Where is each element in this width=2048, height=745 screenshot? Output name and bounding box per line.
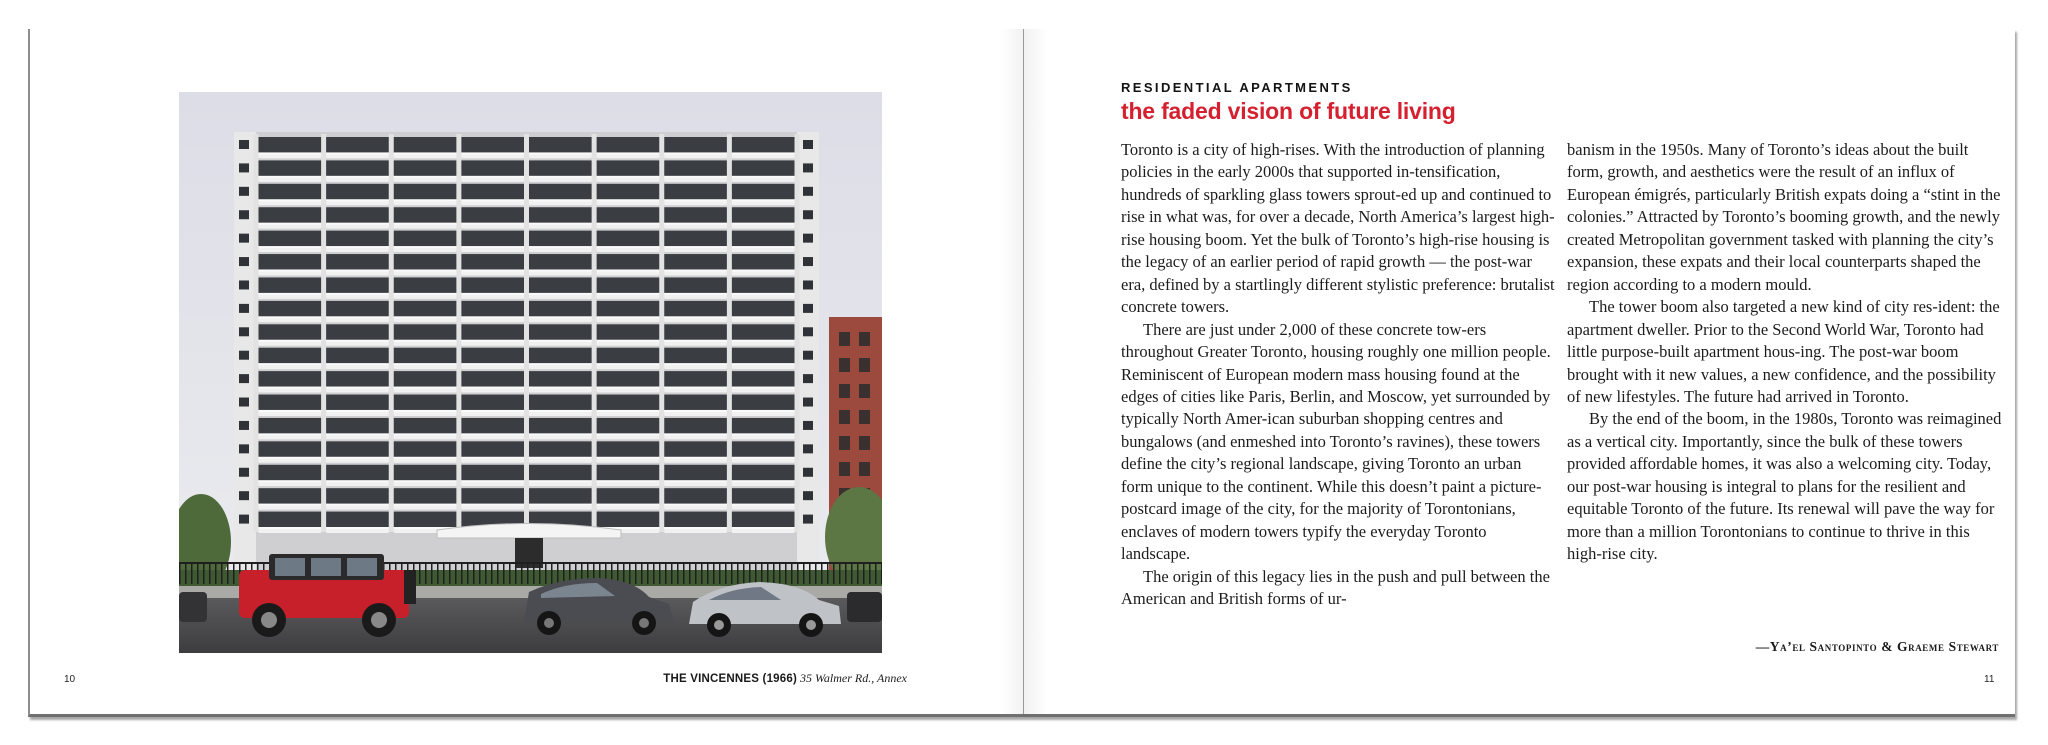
text-column-2 bbox=[1567, 139, 2003, 566]
paragraph: There are just under 2,000 of these concrete tow-ers throughout Greater Toronto, housing roughly one million people. Reminiscent of European modern mass housing found at the edges of cities like Paris, Berlin, and Moscow, yet surrounded by typically North Amer-ican suburban shopping centres and bungalows (and enmeshed into Toronto’s ravines), these towers define the city’s regional landscape, giving Toronto an urban form unique to the continent. While this doesn’t paint a picture-postcard image of the city, for the majority of Torontonians, enclaves of modern towers typify the everyday Toronto landscape. bbox=[1121, 319, 1551, 564]
paragraph: By the end of the boom, in the 1980s, Toronto was reimagined as a vertical city. Importantly, since the bulk of these towers provided affordable homes, it was also a welcoming city. Today, our post-war housing is integral to plans for the resilient and equitable Toronto of the future. Its renewal will pave the way for more than a million Torontonians to continue to thrive in this high-rise city. bbox=[1567, 409, 2002, 564]
paragraph: The origin of this legacy lies in the push and pull between the American and British forms of ur- bbox=[1121, 566, 1550, 609]
page-number-left: 10 bbox=[64, 674, 76, 685]
photo-caption bbox=[307, 671, 907, 686]
gutter-shadow bbox=[1000, 29, 1048, 714]
text-column-1 bbox=[1121, 139, 1557, 611]
gutter-line bbox=[1023, 29, 1024, 714]
author-byline: —Ya’el Santopinto & Graeme Stewart bbox=[1755, 639, 1999, 654]
paragraph: banism in the 1950s. Many of Toronto’s ideas about the built form, growth, and aesthetics were the result of an influx of European émigrés, particularly British expats doing a “stint in the colonies.” Attracted by Toronto’s booming growth, and the newly created Metropolitan government tasked with planning the city’s expansion, these expats and their local counterparts shaped the region according to a modern mould. bbox=[1567, 140, 2001, 294]
caption-place: 35 Walmer Rd., Annex bbox=[800, 671, 907, 685]
book-spread bbox=[28, 29, 2015, 717]
paragraph: Toronto is a city of high-rises. With the introduction of planning policies in the early 2000s that supported in-tensification, hundreds of sparkling glass towers sprout-ed up and continued to rise in what was, for over a decade, North America’s largest high-rise housing boom. Yet the bulk of Toronto’s high-rise housing is the legacy of an earlier period of rapid growth — the post-war era, defined by a startlingly different stylistic preference: brutalist concrete towers. bbox=[1121, 140, 1555, 317]
building-photo bbox=[179, 92, 882, 653]
paragraph: The tower boom also targeted a new kind of city res-ident: the apartment dweller. Prior to the Second World War, Toronto had little purpose-built apartment hous-ing. The post-war boom brought with it new values, a new confidence, and the possibility of new lifestyles. The future had arrived in Toronto. bbox=[1567, 297, 2000, 406]
caption-title: THE VINCENNES (1966) bbox=[663, 673, 797, 685]
page-number-right: 11 bbox=[1984, 674, 1995, 685]
article-headline: the faded vision of future living bbox=[1121, 98, 1456, 124]
section-kicker: RESIDENTIAL APARTMENTS bbox=[1121, 80, 1353, 95]
